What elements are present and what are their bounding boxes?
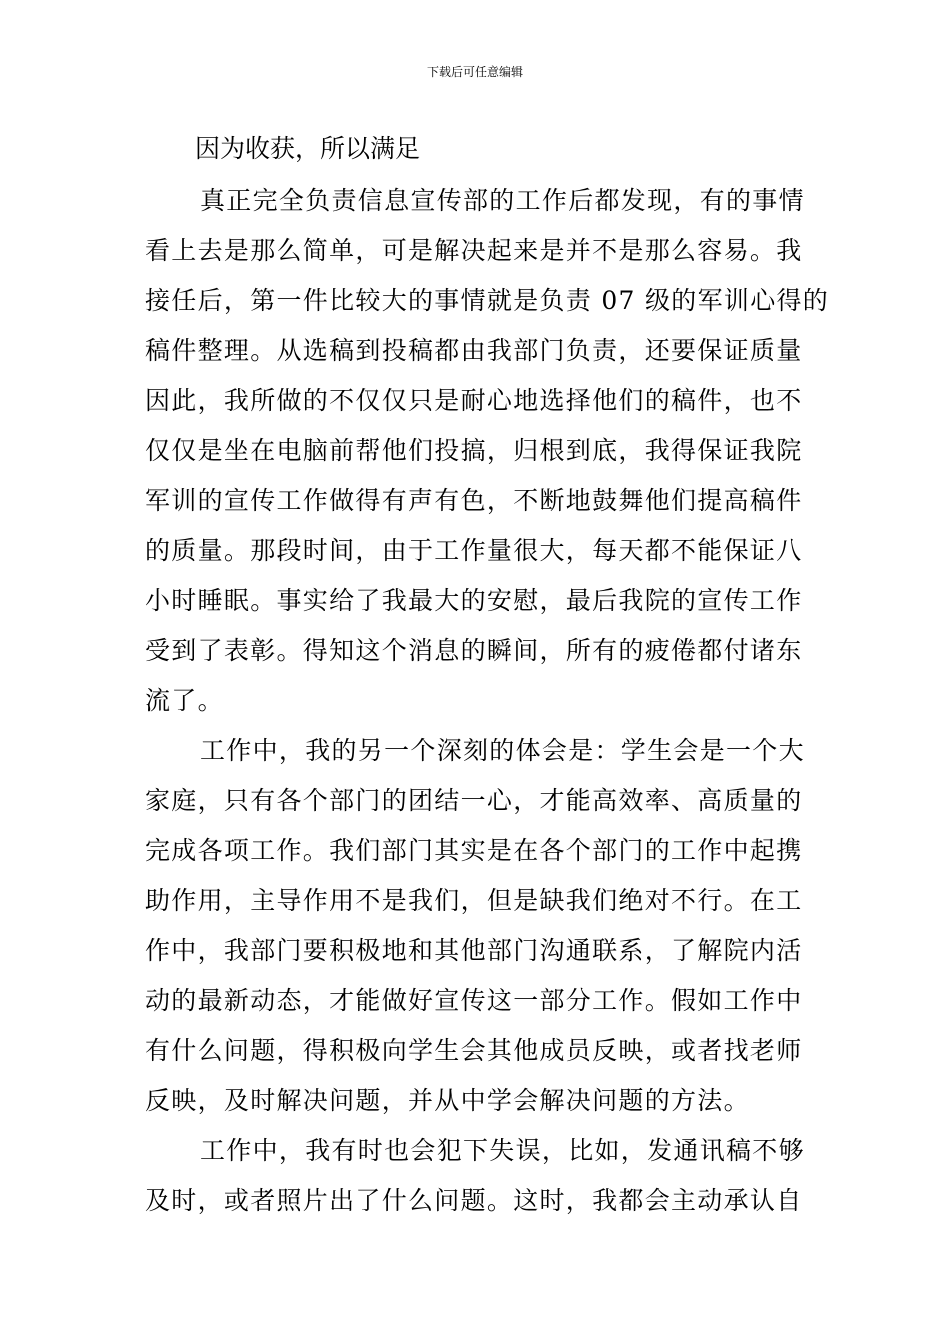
text-line: 受到了表彰。得知这个消息的瞬间，所有的疲倦都付诸东 [145,636,803,665]
text-line: 家庭，只有各个部门的团结一心，才能高效率、高质量的 [145,786,803,815]
text-line: 作中，我部门要积极地和其他部门沟通联系，了解院内活 [145,936,803,965]
text-line: 看上去是那么简单，可是解决起来是并不是那么容易。我 [145,236,803,265]
text-line: 的质量。那段时间，由于工作量很大，每天都不能保证八 [145,536,803,565]
text-line: 及时，或者照片出了什么问题。这时，我都会主动承认自 [145,1186,803,1215]
text-line: 工作中，我有时也会犯下失误，比如，发通讯稿不够 [200,1136,805,1165]
text-line: 仅仅是坐在电脑前帮他们投搞，归根到底，我得保证我院 [145,436,803,465]
page-header: 下载后可任意编辑 [426,65,523,79]
text-line: 助作用，主导作用不是我们，但是缺我们绝对不行。在工 [145,886,803,915]
document-body [145,178,830,1228]
text-line: 动的最新动态，才能做好宣传这一部分工作。假如工作中 [145,986,803,1015]
text-line: 流了。 [145,686,224,715]
document-title: 因为收获，所以满足 [195,134,421,163]
text-line: 反映，及时解决问题，并从中学会解决问题的方法。 [145,1086,750,1115]
text-line: 接任后，第一件比较大的事情就是负责 07 级的军训心得的 [145,286,830,315]
text-line: 因此，我所做的不仅仅只是耐心地选择他们的稿件，也不 [145,386,803,415]
text-line: 军训的宣传工作做得有声有色，不断地鼓舞他们提高稿件 [145,486,803,515]
text-line: 工作中，我的另一个深刻的体会是：学生会是一个大 [200,736,805,765]
text-line: 小时睡眠。事实给了我最大的安慰，最后我院的宣传工作 [145,586,803,615]
text-line: 有什么问题，得积极向学生会其他成员反映，或者找老师 [145,1036,803,1065]
text-line: 稿件整理。从选稿到投稿都由我部门负责，还要保证质量 [145,336,803,365]
text-line: 完成各项工作。我们部门其实是在各个部门的工作中起携 [145,836,803,865]
text-line: 真正完全负责信息宣传部的工作后都发现，有的事情 [200,186,805,215]
